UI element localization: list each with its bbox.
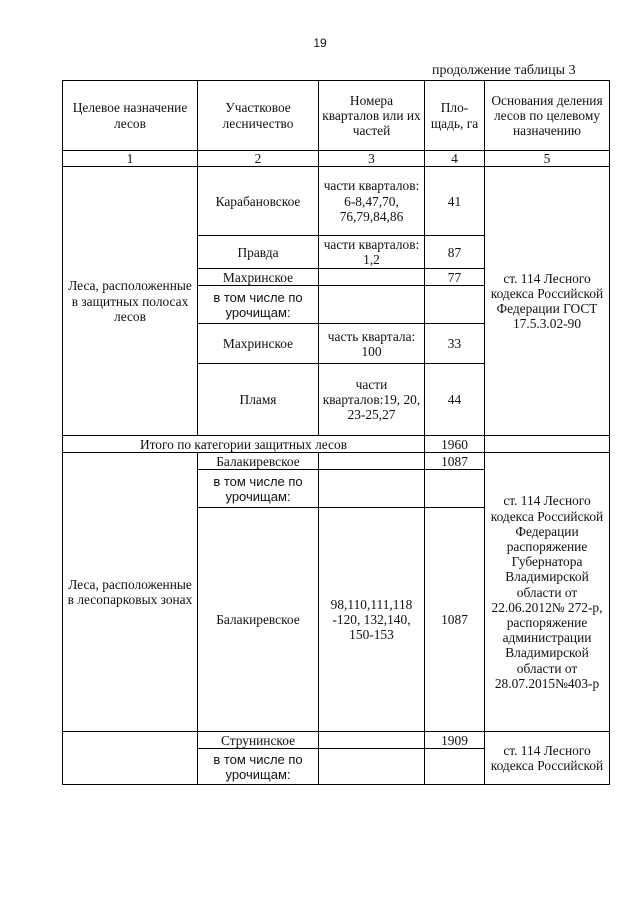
forestry-cell: в том числе по урочищам: [198,749,319,785]
column-number: 1 [63,151,198,167]
table-row [63,167,610,236]
column-number: 3 [319,151,425,167]
quarters-cell [319,453,425,470]
basis-cell: ст. 114 Лесного кодекса Российской Федерации распоряжение Губернатора Владимирской области от 22.06.2012№ 272-р, распоряжение администрации Владимирской области от 28.07.2015№403-р [485,453,610,732]
column-number: 2 [198,151,319,167]
quarters-cell [319,732,425,749]
total-label: Итого по категории защитных лесов [63,436,425,453]
area-cell: 1087 [425,508,485,732]
forestry-cell: Балакиревское [198,508,319,732]
table-header-row [63,81,610,151]
purpose-cell: Леса, расположенные в лесопарковых зонах [63,453,198,732]
basis-cell: ст. 114 Лесного кодекса Российской Федерации ГОСТ 17.5.3.02-90 [485,167,610,436]
forestry-cell: Махринское [198,324,319,364]
table-row [63,732,610,749]
header-quarters: Номера кварталов или их частей [319,81,425,151]
empty-cell [485,436,610,453]
forestry-cell: Карабановское [198,167,319,236]
header-area: Пло-щадь, га [425,81,485,151]
area-cell: 41 [425,167,485,236]
area-cell: 1909 [425,732,485,749]
quarters-cell: части кварталов: 6-8,47,70, 76,79,84,86 [319,167,425,236]
forest-purpose-table [62,80,610,785]
area-cell [425,749,485,785]
quarters-cell [319,269,425,286]
forestry-cell: Пламя [198,364,319,436]
table-continuation-label: продолжение таблицы 3 [432,63,576,78]
forestry-cell: Балакиревское [198,453,319,470]
forestry-cell: Струнинское [198,732,319,749]
quarters-cell: части кварталов: 1,2 [319,236,425,269]
table-row [63,453,610,470]
header-forestry: Участковое лесничество [198,81,319,151]
forestry-cell: Махринское [198,269,319,286]
quarters-cell: 98,110,111,118 -120, 132,140, 150-153 [319,508,425,732]
header-purpose: Целевое назначение лесов [63,81,198,151]
purpose-cell: Леса, расположенные в защитных полосах лесов [63,167,198,436]
column-number: 4 [425,151,485,167]
area-cell: 87 [425,236,485,269]
area-cell: 33 [425,324,485,364]
column-number-row [63,151,610,167]
total-row [63,436,610,453]
area-cell: 1087 [425,453,485,470]
area-cell [425,286,485,324]
column-number: 5 [485,151,610,167]
area-cell [425,470,485,508]
forestry-cell: Правда [198,236,319,269]
quarters-cell [319,286,425,324]
quarters-cell [319,470,425,508]
area-cell: 77 [425,269,485,286]
header-basis: Основания деления лесов по целевому назначению [485,81,610,151]
total-area: 1960 [425,436,485,453]
page-number: 19 [313,36,327,50]
forestry-cell: в том числе по урочищам: [198,470,319,508]
forestry-cell: в том числе по урочищам: [198,286,319,324]
quarters-cell [319,749,425,785]
area-cell: 44 [425,364,485,436]
purpose-cell [63,732,198,785]
basis-cell: ст. 114 Лесного кодекса Российской [485,732,610,785]
quarters-cell: часть квартала: 100 [319,324,425,364]
quarters-cell: части кварталов:19, 20, 23-25,27 [319,364,425,436]
